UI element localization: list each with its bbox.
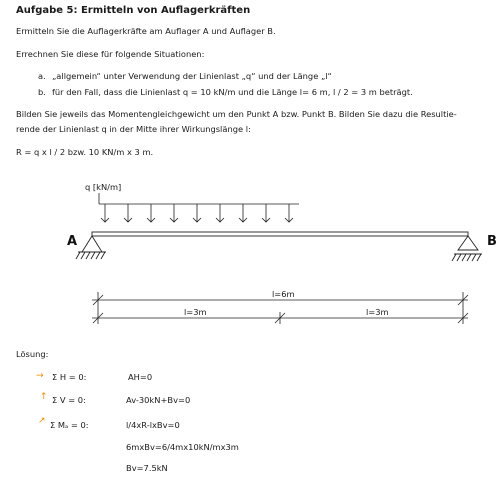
equation-m-left: Σ Mₐ = 0:: [50, 420, 89, 430]
dimension-left-half: l=3m: [184, 307, 207, 317]
list-item-a: „allgemein“ unter Verwendung der Linienlast „q“ und der Länge „l“: [52, 71, 332, 81]
paragraph-line-2: rende der Linienlast q in der Mitte ihrer Wirkungslänge l:: [16, 124, 251, 134]
equation-extra-2: Bv=7.5kN: [126, 463, 168, 473]
arrow-up-icon: ↑: [40, 392, 48, 402]
page-title: Aufgabe 5: Ermitteln von Auflagerkräften: [16, 5, 251, 16]
load-arrows: [101, 204, 293, 222]
equation-h-right: AH=0: [128, 372, 153, 382]
dimension-total: l=6m: [272, 289, 295, 299]
solution-label: Lösung:: [16, 349, 49, 359]
equation-m-right: l/4xR-lxBv=0: [126, 420, 180, 430]
list-item-b: für den Fall, dass die Linienlast q = 10 kN/m und die Länge l= 6 m, l / 2 = 3 m beträgt.: [52, 87, 413, 97]
equation-v-right: Av-30kN+Bv=0: [126, 395, 191, 405]
arrow-right-icon: →: [36, 371, 44, 381]
list-marker-b: b.: [38, 87, 46, 97]
equation-extra-1: 6mxBv=6/4mx10kN/mx3m: [126, 442, 239, 452]
support-b-symbol: [452, 236, 482, 261]
intro-text: Ermitteln Sie die Auflagerkräfte am Auflager A und Auflager B.: [16, 26, 276, 36]
formula-text: R = q x l / 2 bzw. 10 KN/m x 3 m.: [16, 147, 154, 157]
support-a-symbol: [76, 236, 106, 259]
list-marker-a: a.: [38, 71, 46, 81]
compute-text: Errechnen Sie diese für folgende Situationen:: [16, 49, 205, 59]
arrow-moment-icon: ↗: [38, 416, 46, 426]
paragraph-line-1: Bilden Sie jeweils das Momentengleichgewicht um den Punkt A bzw. Punkt B. Bilden Sie dazu die Resultie-: [16, 109, 457, 119]
beam: [92, 232, 468, 236]
load-label: q [kN/m]: [85, 182, 122, 192]
dimension-right-half: l=3m: [366, 307, 389, 317]
equation-h-left: Σ H = 0:: [52, 372, 87, 382]
equation-v-left: Σ V = 0:: [52, 395, 86, 405]
support-a-label: A: [67, 234, 78, 249]
support-b-label: B: [487, 234, 497, 249]
